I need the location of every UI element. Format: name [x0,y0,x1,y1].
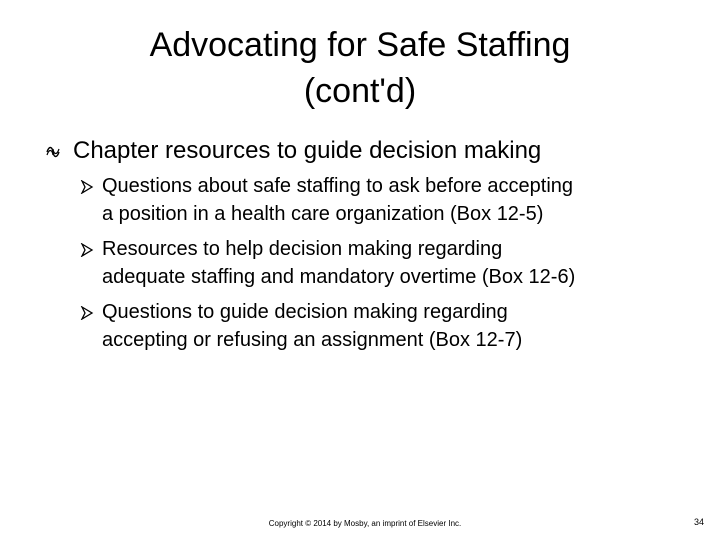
sub-bullet-line: accepting or refusing an assignment (Box 12-7) [102,329,523,351]
sub-bullet-item [80,172,680,228]
sub-bullet-list [80,172,680,361]
arrowhead-bullet-icon [80,243,94,257]
sub-bullet-line: Questions to guide decision making regarding [102,301,508,323]
sub-bullet-item [80,235,680,291]
sub-bullet-line: a position in a health care organization (Box 12-5) [102,203,544,225]
slide-number: 34 [693,517,704,527]
slide-title [60,22,660,114]
sub-bullet-item [80,298,680,354]
ornament-bullet-icon [46,145,60,159]
sub-bullet-line: adequate staffing and mandatory overtime (Box 12-6) [102,266,576,288]
sub-bullet-line: Resources to help decision making regarding [102,238,503,260]
slide-title-line-1: Advocating for Safe Staffing [149,26,571,64]
arrowhead-bullet-icon [80,180,94,194]
main-bullet-text: Chapter resources to guide decision making [73,137,542,164]
slide-title-line-2: (cont'd) [303,72,417,110]
sub-bullet-line: Questions about safe staffing to ask before accepting [102,175,574,197]
footer-copyright: Copyright © 2014 by Mosby, an imprint of Elsevier Inc. [268,519,462,528]
arrowhead-bullet-icon [80,306,94,320]
